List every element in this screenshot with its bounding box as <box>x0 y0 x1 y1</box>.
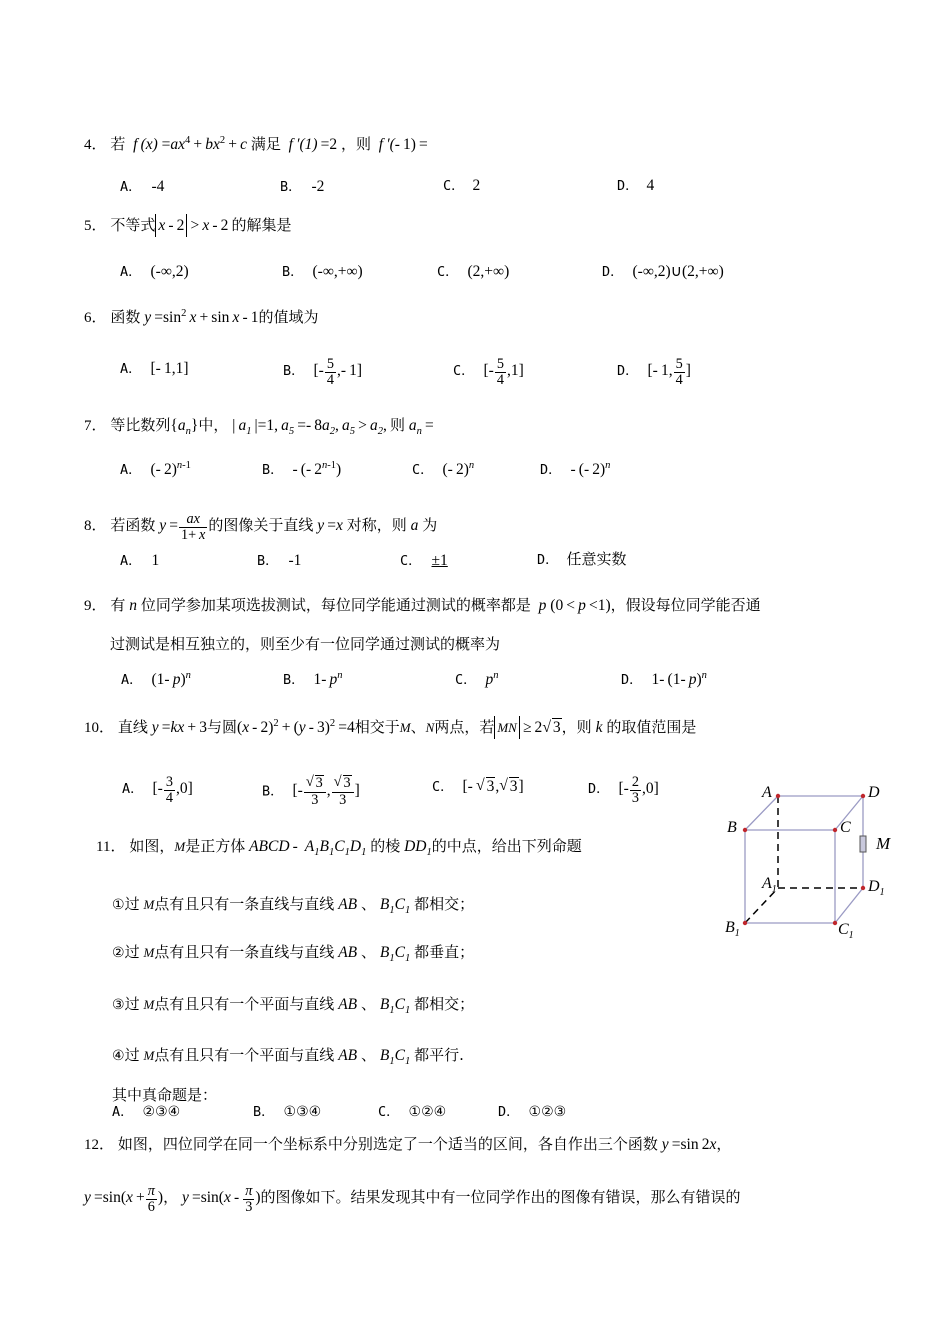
question-11-proposition-3 <box>112 993 474 1016</box>
prop-2-tail: 都垂直； <box>414 943 475 961</box>
q6-option-d-label: D． <box>617 363 639 380</box>
q6-option-b-text: [- $\frac{5}{4}$ ,- 1] <box>313 356 363 388</box>
q6-option-b-label: B． <box>283 363 305 380</box>
prop-4-sep: 、 <box>361 1046 377 1064</box>
q6-option-d[interactable] <box>617 357 691 388</box>
q12-line1-end: ， <box>716 1135 732 1153</box>
q6-option-b[interactable] <box>283 357 362 388</box>
q8-option-d-label: D． <box>537 552 559 568</box>
question-7-stem: 7． 等比数列$\{a_n\}$中， | $a_1$ |=1, $a_5 =- 8a_2$, $a_5 > a_2$, 则 $a_n$ = <box>84 416 434 438</box>
question-10-stem: 10． 直线 y =kx + 3与圆(x - 2)$^2$ + (y - 3)$^2$ =4相交于M、N两点，若 MN ≥ 2 √ 3，则 k 的取值范围是 <box>84 716 696 740</box>
prop-4-line-ab: AB <box>338 1047 358 1064</box>
cube-label-D1: $D_1$ <box>868 878 885 899</box>
cube-label-D: D <box>868 784 880 801</box>
q5-option-a-label: A． <box>120 264 142 280</box>
q11-option-d[interactable] <box>498 1100 566 1121</box>
q6-option-c[interactable] <box>453 357 524 388</box>
prop-3-prefix: 过 <box>124 995 140 1013</box>
q8-option-a-text: 1 <box>151 552 160 569</box>
q9-var-n: n <box>129 597 138 614</box>
q4-expression-2: f ′(1) <box>284 136 318 153</box>
q5-option-d-text: (-∞,2)∪(2,+∞) <box>632 263 724 280</box>
q6-lead-text: 函数 <box>110 308 141 326</box>
q10-option-b[interactable] <box>262 775 360 808</box>
q7-option-b-text: - (- 2$^{n-1}$) <box>292 459 342 478</box>
midpoint-marker-m <box>860 836 866 852</box>
q6-option-a-text: [- 1,1] <box>150 360 189 377</box>
q6-tail-text: 的值域为 <box>258 308 319 326</box>
cube-label-M: M <box>876 834 891 853</box>
q9-option-b[interactable] <box>283 668 343 689</box>
question-9-stem-line1 <box>84 594 761 618</box>
q9-range: (0 < p <1) <box>550 597 611 614</box>
q4-expression-1: f (x) <box>129 136 158 153</box>
q10-point-n: N <box>425 720 435 735</box>
question-11-proposition-4 <box>112 1044 464 1067</box>
q4-option-c-label: C． <box>443 178 465 194</box>
q7-expression: | $a_1$ |=1, $a_5 =- 8a_2$, $a_5 > a_2$, <box>232 417 390 438</box>
q4-option-d[interactable] <box>617 174 654 195</box>
prop-2-line-ab: AB <box>338 944 358 961</box>
prop-3-tail: 都相交； <box>414 995 475 1013</box>
q9-option-a-label: A． <box>121 672 143 688</box>
q8-option-b-text: -1 <box>288 552 302 569</box>
q11-option-d-label: D． <box>498 1104 520 1120</box>
cube-figure <box>700 780 950 960</box>
prop-1-tail: 都相交； <box>414 895 475 913</box>
prop-2-point-m: M <box>143 945 155 960</box>
prop-2-line-b1c1: $B_1C_1$ <box>379 944 411 965</box>
q5-option-c[interactable] <box>437 260 509 281</box>
q12-line2-sep: ， <box>163 1188 179 1207</box>
q6-option-d-text: [- 1, $\frac{5}{4}$ ] <box>647 356 691 388</box>
cube-label-A1: $A_1$ <box>762 875 777 896</box>
q4-option-a-label: A． <box>120 179 142 195</box>
q8-mid-text: 的图像关于直线 <box>208 516 314 535</box>
prop-3-line-b1c1: $B_1C_1$ <box>379 996 411 1017</box>
q10-mid2-text: 相交于 <box>354 718 400 736</box>
q10-circle-eq: (x - 2)$^2$ + (y - 3)$^2$ =4 <box>237 717 355 736</box>
q6-option-c-text: [- $\frac{5}{4}$ ,1] <box>483 356 524 388</box>
q11-option-b-label: B． <box>253 1104 275 1120</box>
q4-tail-text: ，则 <box>341 135 372 153</box>
q11-option-a[interactable] <box>112 1100 180 1121</box>
q10-mid-text: 与圆 <box>207 718 238 736</box>
q11-cube-name: ABCD <box>249 838 290 855</box>
q5-option-a-text: (-∞,2) <box>150 263 189 280</box>
q11-option-a-label: A． <box>112 1104 134 1120</box>
q10-mid3-text: 两点，若 <box>434 718 495 736</box>
q4-option-d-text: 4 <box>646 177 655 194</box>
q10-option-a-text: [- $\frac{3}{4}$ ,0] <box>152 774 193 806</box>
q10-lead-text: 直线 <box>117 718 148 736</box>
question-4-number: 4． <box>84 137 107 153</box>
q5-option-c-label: C． <box>437 264 459 280</box>
q11-option-d-text: ①②③ <box>528 1104 567 1120</box>
q7-option-a[interactable] <box>120 458 191 479</box>
prop-4-tail: 都平行. <box>414 1046 464 1064</box>
q4-mid-text: 满足 <box>250 135 281 153</box>
question-12-stem-line1 <box>84 1133 731 1157</box>
q7-option-b-label: B． <box>262 462 284 478</box>
question-8-number: 8． <box>84 518 107 535</box>
cube-label-C1: $C_1$ <box>838 921 854 942</box>
q12-line2-tail: 的图像如下。结果发现其中有一位同学作出的图像有错误，那么有错误的 <box>260 1188 741 1207</box>
q10-option-d[interactable] <box>588 775 659 806</box>
q10-tail-text: ，则 <box>561 718 592 736</box>
q8-var-a: a <box>410 517 419 535</box>
q5-option-d[interactable] <box>602 260 724 281</box>
prop-1-line-b1c1: $B_1C_1$ <box>379 896 411 917</box>
q11-option-c[interactable] <box>378 1100 446 1121</box>
q8-expression: y <box>159 517 167 535</box>
prop-4-line-b1c1: $B_1C_1$ <box>379 1047 411 1068</box>
question-11-number: 11． <box>96 839 126 855</box>
q9-option-d[interactable] <box>621 668 707 689</box>
q4-option-d-label: D． <box>617 178 639 194</box>
q6-option-a-label: A． <box>120 361 142 377</box>
prop-3-point-m: M <box>143 997 155 1012</box>
q10-option-a-label: A． <box>122 781 144 798</box>
prop-3-line-ab: AB <box>338 996 358 1013</box>
q11-option-a-text: ②③④ <box>142 1104 181 1120</box>
q9-option-a-text: (1- p)$^n$ <box>151 669 191 688</box>
q8-option-a[interactable] <box>120 549 159 570</box>
prop-1-line-ab: AB <box>338 896 358 913</box>
prop-2-marker: ② <box>112 945 125 961</box>
q12-line1-text: 如图，四位同学在同一个坐标系中分别选定了一个适当的区间，各自作出三个函数 <box>117 1135 658 1153</box>
q9-option-b-text: 1- $p^n$ <box>313 669 343 688</box>
prop-1-prefix: 过 <box>124 895 140 913</box>
q5-abs-expression: x - 2 <box>155 214 187 237</box>
prop-1-marker: ① <box>112 897 125 913</box>
q6-expression: $y =\sin^2$ x + sin x - 1 <box>144 307 259 326</box>
q10-option-c-text: [- √ 3, √ 3] <box>463 778 524 795</box>
q7-option-d-text: - (- 2)$^n$ <box>570 459 611 478</box>
prop-4-marker: ④ <box>112 1048 125 1064</box>
q5-option-b-label: B． <box>282 264 304 280</box>
q5-option-b-text: (-∞,+∞) <box>312 263 363 280</box>
q5-option-a[interactable] <box>120 260 189 281</box>
q7-option-b[interactable] <box>262 458 341 479</box>
q9-line1-body: 位同学参加某项选拔测试，每位同学能通过测试的概率都是 <box>140 596 531 614</box>
q7-option-d-label: D． <box>540 462 562 478</box>
q11-a-text: 是正方体 <box>185 837 246 855</box>
q7-option-a-label: A． <box>120 462 142 478</box>
question-6-stem <box>84 306 319 330</box>
q9-option-d-text: 1- (1- p)$^n$ <box>651 669 707 688</box>
question-11-proposition-1 <box>112 893 474 916</box>
q12-function-2: y =sin(x + $\frac{\pi}{6}$ ) <box>84 1183 164 1215</box>
q10-option-a[interactable] <box>122 775 193 806</box>
prop-3-sep: 、 <box>361 995 377 1013</box>
q9-option-a[interactable] <box>121 668 191 689</box>
question-8-stem: 8． 若函数 y = $\frac{ax}{1+ x}$ 的图像关于直线 y =x 对称，则 a 为 <box>84 511 438 543</box>
q5-option-d-label: D． <box>602 264 624 280</box>
question-11-proposition-2 <box>112 941 474 964</box>
question-4-stem: 4． 若 f $(x) =ax^4 + bx^2 + c$ 满足 f ′(1) =2 ，则 f ′(- 1) = <box>84 134 428 153</box>
q8-option-b-label: B． <box>257 553 279 569</box>
prop-2-mid: 点有且只有一条直线与直线 <box>154 943 335 961</box>
q6-option-c-label: C． <box>453 363 475 380</box>
question-11-stem: 11． 如图，M是正方体 ABCD - $A_1B_1C_1D_1$ 的棱 $DD_1$的中点，给出下列命题 <box>96 837 582 859</box>
q4-option-b-text: -2 <box>311 178 325 195</box>
q7-lead-text: 等比数列 <box>110 416 171 434</box>
q8-option-b[interactable] <box>257 549 301 570</box>
q11-option-c-text: ①②④ <box>408 1104 447 1120</box>
q7-mid-text: 中， <box>198 416 229 434</box>
q4-option-a-text: -4 <box>151 178 165 195</box>
q10-option-d-text: [- $\frac{2}{3}$ ,0] <box>618 774 659 806</box>
q5-option-b[interactable] <box>282 260 363 281</box>
cube-label-A: A <box>762 784 772 801</box>
q8-lead-text: 若函数 <box>110 516 156 535</box>
q9-option-c-label: C． <box>455 672 477 688</box>
prop-4-prefix: 过 <box>124 1046 140 1064</box>
question-9-stem-line2 <box>110 633 500 656</box>
q9-option-c[interactable] <box>455 668 499 689</box>
q10-option-b-label: B． <box>262 783 284 800</box>
question-5-number: 5． <box>84 218 107 234</box>
q11-b-text: 的棱 <box>370 837 401 855</box>
q10-mn-length: MN <box>494 716 520 739</box>
question-7-number: 7． <box>84 418 107 434</box>
q11-lead-text: 如图， <box>129 837 175 855</box>
q10-line-eq: y =kx + 3 <box>151 719 207 736</box>
q7-option-a-text: (- 2)$^{n-1}$ <box>150 459 191 478</box>
q7-option-c-text: (- 2)$^n$ <box>442 459 475 478</box>
q8-option-c-label: C． <box>400 553 422 569</box>
q10-option-c-label: C． <box>432 779 454 795</box>
question-9-number: 9． <box>84 598 107 614</box>
q9-option-b-label: B． <box>283 672 305 688</box>
q7-option-c-label: C． <box>412 462 434 478</box>
prop-2-sep: 、 <box>361 943 377 961</box>
q9-lead-text: 有 <box>110 596 126 614</box>
q10-points: M <box>399 720 411 735</box>
q8-line-expression: y <box>317 517 325 535</box>
prop-1-mid: 点有且只有一条直线与直线 <box>154 895 335 913</box>
q4-option-a[interactable] <box>120 175 164 196</box>
q6-option-a[interactable] <box>120 357 188 378</box>
q4-option-c-text: 2 <box>472 177 481 194</box>
q11-option-b[interactable] <box>253 1100 321 1121</box>
q9-option-d-label: D． <box>621 672 643 688</box>
q11-closing-text: 其中真命题是： <box>112 1086 218 1104</box>
question-12-stem-line2 <box>84 1184 741 1215</box>
question-10-number: 10． <box>84 720 115 736</box>
q4-expression-3: f ′( <box>374 136 395 153</box>
cube-label-C: C <box>840 819 851 836</box>
question-6-number: 6． <box>84 310 107 326</box>
q8-mid2-text: 对称，则 <box>346 516 407 535</box>
cube-label-B: B <box>727 819 737 836</box>
q4-option-b-label: B． <box>280 179 302 195</box>
prop-3-marker: ③ <box>112 997 125 1013</box>
q9-var-p: p <box>534 597 547 614</box>
question-12-number: 12． <box>84 1137 115 1153</box>
q7-option-c[interactable] <box>412 458 474 479</box>
q5-lead-text: 不等式 <box>110 216 156 234</box>
q4-lead-text: 若 <box>110 135 126 153</box>
q8-option-d[interactable] <box>537 548 627 569</box>
q11-option-c-label: C． <box>378 1104 400 1120</box>
prop-1-sep: 、 <box>361 895 377 913</box>
cube-hidden-edges <box>745 796 863 923</box>
q5-option-c-text: (2,+∞) <box>467 263 510 280</box>
q10-option-c[interactable] <box>432 775 524 796</box>
q10-tail2-text: 的取值范围是 <box>606 718 697 736</box>
q11-point-m: M <box>174 839 186 854</box>
q11-tail-text: 的中点，给出下列命题 <box>431 837 582 855</box>
cube-label-B1: $B_1$ <box>725 919 740 940</box>
question-5-stem: 5． 不等式 x - 2 > x - 2 的解集是 <box>84 214 292 238</box>
prop-3-mid: 点有且只有一个平面与直线 <box>154 995 335 1013</box>
q4-option-c[interactable] <box>443 174 480 195</box>
q9-line2-text: 过测试是相互独立的，则至少有一位同学通过测试的概率为 <box>110 635 501 653</box>
q4-option-b[interactable] <box>280 175 324 196</box>
prop-4-mid: 点有且只有一个平面与直线 <box>154 1046 335 1064</box>
q10-option-d-label: D． <box>588 781 610 798</box>
q10-option-b-text: [- √ $\frac{3}{3}$ , √ $\frac{3}{3}$ ] <box>293 782 360 799</box>
q12-function-3: y =sin(x - $\frac{\pi}{3}$ ) <box>181 1183 261 1215</box>
q8-fraction: $\frac{ax}{1+ x}$ <box>181 511 206 543</box>
q8-option-c[interactable] <box>400 549 448 570</box>
q11-option-b-text: ①③④ <box>283 1104 322 1120</box>
q5-tail-text: 的解集是 <box>231 216 292 234</box>
q7-tail-text: 则 <box>389 416 405 434</box>
q8-option-d-text: 任意实数 <box>566 550 627 568</box>
prop-2-prefix: 过 <box>124 943 140 961</box>
q9-line1-end: ，假设每位同学能否通 <box>610 596 761 614</box>
prop-4-point-m: M <box>143 1048 155 1063</box>
q7-option-d[interactable] <box>540 458 610 479</box>
q12-function-1: y =sin 2x <box>661 1136 717 1153</box>
q11-edge-dd1: $DD_1$ <box>404 838 432 859</box>
q8-option-c-text: ±1 <box>431 552 448 569</box>
q9-option-c-text: $p^n$ <box>485 669 499 688</box>
prop-1-point-m: M <box>143 897 155 912</box>
q8-option-a-label: A． <box>120 553 142 569</box>
q8-tail-text: 为 <box>422 516 438 535</box>
